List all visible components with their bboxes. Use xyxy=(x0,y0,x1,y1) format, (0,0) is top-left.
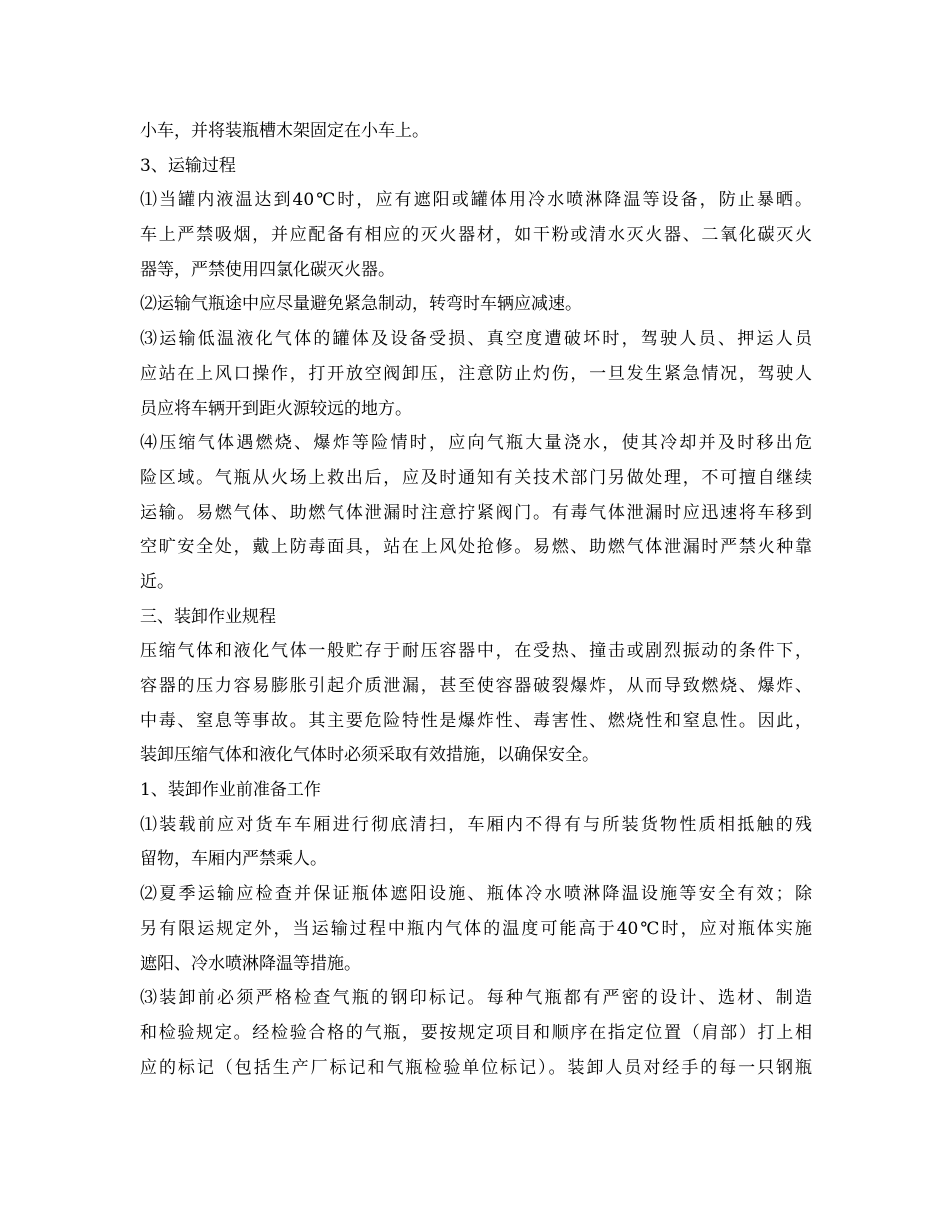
text-line: ⑴当罐内液温达到40℃时，应有遮阳或罐体用冷水喷淋降温等设备，防止暴晒。 xyxy=(140,190,812,211)
text-line: ⑴装载前应对货车车厢进行彻底清扫，车厢内不得有与所装货物性质相抵触的残 xyxy=(140,814,812,835)
text-line: 3、运输过程 xyxy=(140,155,236,176)
text-line: ⑵运输气瓶途中应尽量避免紧急制动，转弯时车辆应减速。 xyxy=(140,294,582,315)
text-line: 险区域。气瓶从火场上救出后，应及时通知有关技术部门另做处理，不可擅自继续 xyxy=(140,467,812,488)
text-line: 应的标记（包括生产厂标记和气瓶检验单位标记）。装卸人员对经手的每一只钢瓶 xyxy=(140,1057,812,1078)
text-line: 1、装卸作业前准备工作 xyxy=(140,780,321,801)
text-line: 遮阳、冷水喷淋降温等措施。 xyxy=(140,953,361,974)
text-line: ⑵夏季运输应检查并保证瓶体遮阳设施、瓶体冷水喷淋降温设施等安全有效；除 xyxy=(140,884,812,905)
text-line: 容器的压力容易膨胀引起介质泄漏，甚至使容器破裂爆炸，从而导致燃烧、爆炸、 xyxy=(140,676,812,696)
text-line: 留物，车厢内严禁乘人。 xyxy=(140,849,327,870)
text-line: 空旷安全处，戴上防毒面具，站在上风处抢修。易燃、助燃气体泄漏时严禁火种靠 xyxy=(140,537,812,558)
text-line: 运输。易燃气体、助燃气体泄漏时注意拧紧阀门。有毒气体泄漏时应迅速将车移到 xyxy=(140,502,812,523)
text-line: 车上严禁吸烟，并应配备有相应的灭火器材，如干粉或清水灭火器、二氧化碳灭火 xyxy=(140,225,812,246)
text-line: 员应将车辆开到距火源较远的地方。 xyxy=(140,398,412,419)
text-line: 近。 xyxy=(140,571,174,592)
text-line: 应站在上风口操作，打开放空阀卸压，注意防止灼伤，一旦发生紧急情况，驾驶人 xyxy=(140,363,812,384)
text-line: 另有限运规定外，当运输过程中瓶内气体的温度可能高于40℃时，应对瓶体实施 xyxy=(140,918,812,939)
text-line: ⑶运输低温液化气体的罐体及设备受损、真空度遭破坏时，驾驶人员、押运人员 xyxy=(140,329,812,350)
document-body xyxy=(140,114,812,1085)
text-line: ⑷压缩气体遇燃烧、爆炸等险情时，应向气瓶大量浇水，使其冷却并及时移出危 xyxy=(140,433,812,454)
text-line: 压缩气体和液化气体一般贮存于耐压容器中，在受热、撞击或剧烈振动的条件下， xyxy=(140,641,812,662)
text-line: 器等，严禁使用四氯化碳灭火器。 xyxy=(140,259,395,280)
text-line: 和检验规定。经检验合格的气瓶，要按规定项目和顺序在指定位置（肩部）打上相 xyxy=(140,1022,812,1043)
text-line: 小车，并将装瓶槽木架固定在小车上。 xyxy=(140,121,429,141)
text-line: 三、装卸作业规程 xyxy=(140,606,276,627)
text-line: 装卸压缩气体和液化气体时必须采取有效措施，以确保安全。 xyxy=(140,745,599,766)
text-line: 中毒、窒息等事故。其主要危险特性是爆炸性、毒害性、燃烧性和窒息性。因此， xyxy=(140,710,812,731)
text-line: ⑶装卸前必须严格检查气瓶的钢印标记。每种气瓶都有严密的设计、选材、制造 xyxy=(140,988,812,1009)
